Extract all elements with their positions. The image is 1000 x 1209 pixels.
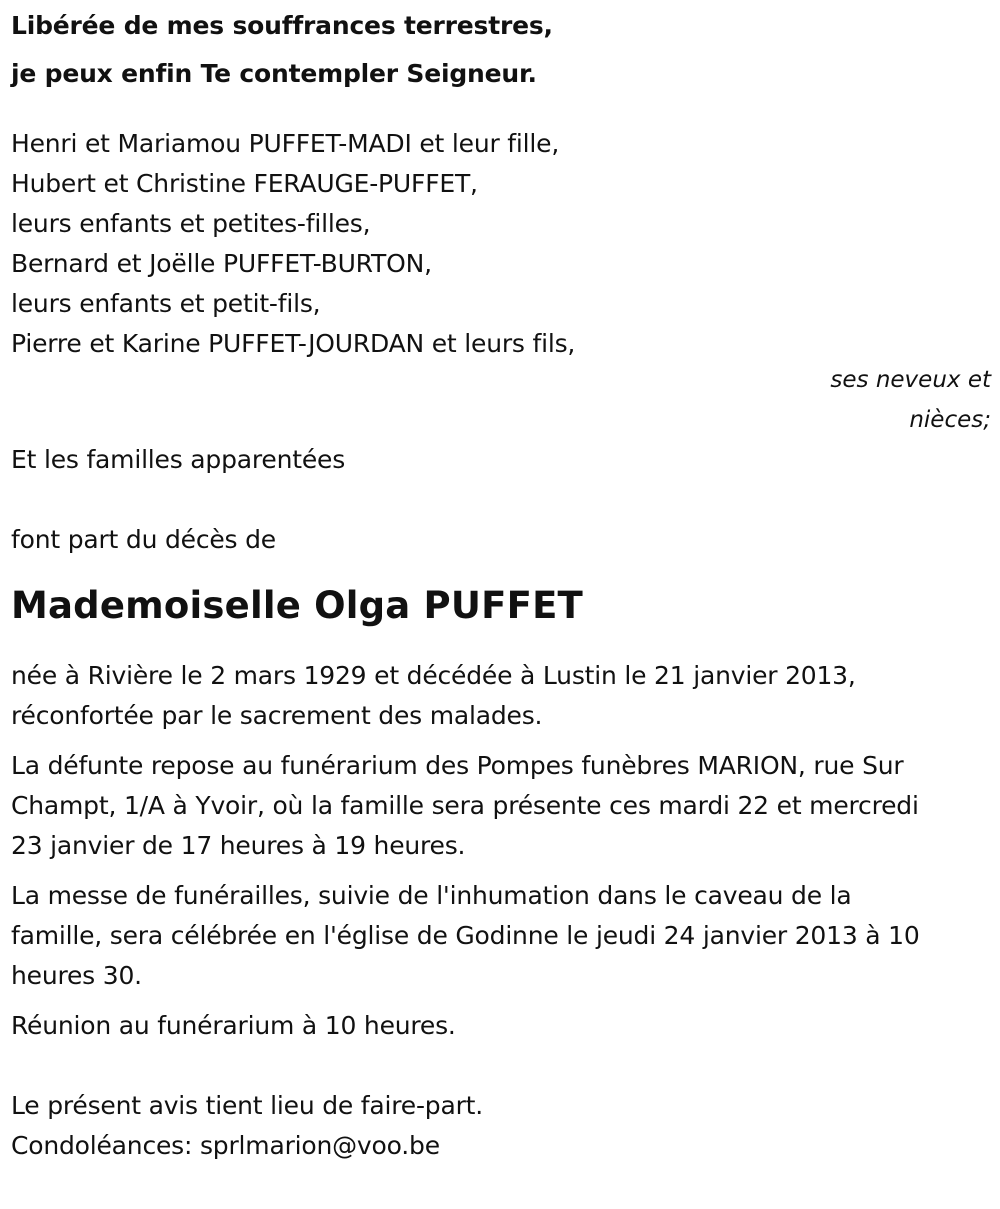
paragraph-line: La messe de funérailles, suivie de l'inhumation dans le caveau de la — [11, 881, 852, 910]
family-line: leurs enfants et petites-filles, — [11, 209, 371, 238]
deceased-name: Mademoiselle Olga PUFFET — [11, 584, 583, 627]
paragraph-line: famille, sera célébrée en l'église de Godinne le jeudi 24 janvier 2013 à 10 — [11, 921, 920, 950]
mass-paragraph — [11, 876, 986, 996]
paragraph-line: née à Rivière le 2 mars 1929 et décédée à Lustin le 21 janvier 2013, — [11, 661, 856, 690]
nephews-nieces — [11, 360, 991, 440]
family-line: Pierre et Karine PUFFET-JOURDAN et leurs fils, — [11, 329, 576, 358]
family-list — [11, 124, 991, 364]
notice-line: Le présent avis tient lieu de faire-part. — [11, 1091, 484, 1120]
family-line: Hubert et Christine FERAUGE-PUFFET, — [11, 169, 478, 198]
nephews-line-2: nièces; — [909, 407, 991, 433]
relatives-line: Et les familles apparentées — [11, 445, 346, 474]
paragraph-line: 23 janvier de 17 heures à 19 heures. — [11, 831, 466, 860]
repose-paragraph — [11, 746, 986, 866]
footer — [11, 1086, 991, 1166]
announcement-line: font part du décès de — [11, 525, 276, 554]
obituary-notice — [11, 0, 991, 1166]
paragraph-line: La défunte repose au funérarium des Pompes funèbres MARION, rue Sur — [11, 751, 904, 780]
family-line: leurs enfants et petit-fils, — [11, 289, 321, 318]
paragraph-line: réconfortée par le sacrement des malades. — [11, 701, 543, 730]
paragraph-line: heures 30. — [11, 961, 142, 990]
paragraph-line: Champt, 1/A à Yvoir, où la famille sera présente ces mardi 22 et mercredi — [11, 791, 919, 820]
opening-quote — [11, 0, 991, 98]
condolences-line: Condoléances: sprlmarion@voo.be — [11, 1131, 440, 1160]
nephews-line-1: ses neveux et — [830, 367, 991, 393]
quote-line-2: je peux enfin Te contempler Seigneur. — [11, 59, 537, 88]
family-line: Bernard et Joëlle PUFFET-BURTON, — [11, 249, 432, 278]
meeting-paragraph — [11, 1006, 986, 1046]
birth-paragraph — [11, 656, 986, 736]
paragraph-line: Réunion au funérarium à 10 heures. — [11, 1011, 456, 1040]
quote-line-1: Libérée de mes souffrances terrestres, — [11, 11, 553, 40]
family-line: Henri et Mariamou PUFFET-MADI et leur fille, — [11, 129, 560, 158]
